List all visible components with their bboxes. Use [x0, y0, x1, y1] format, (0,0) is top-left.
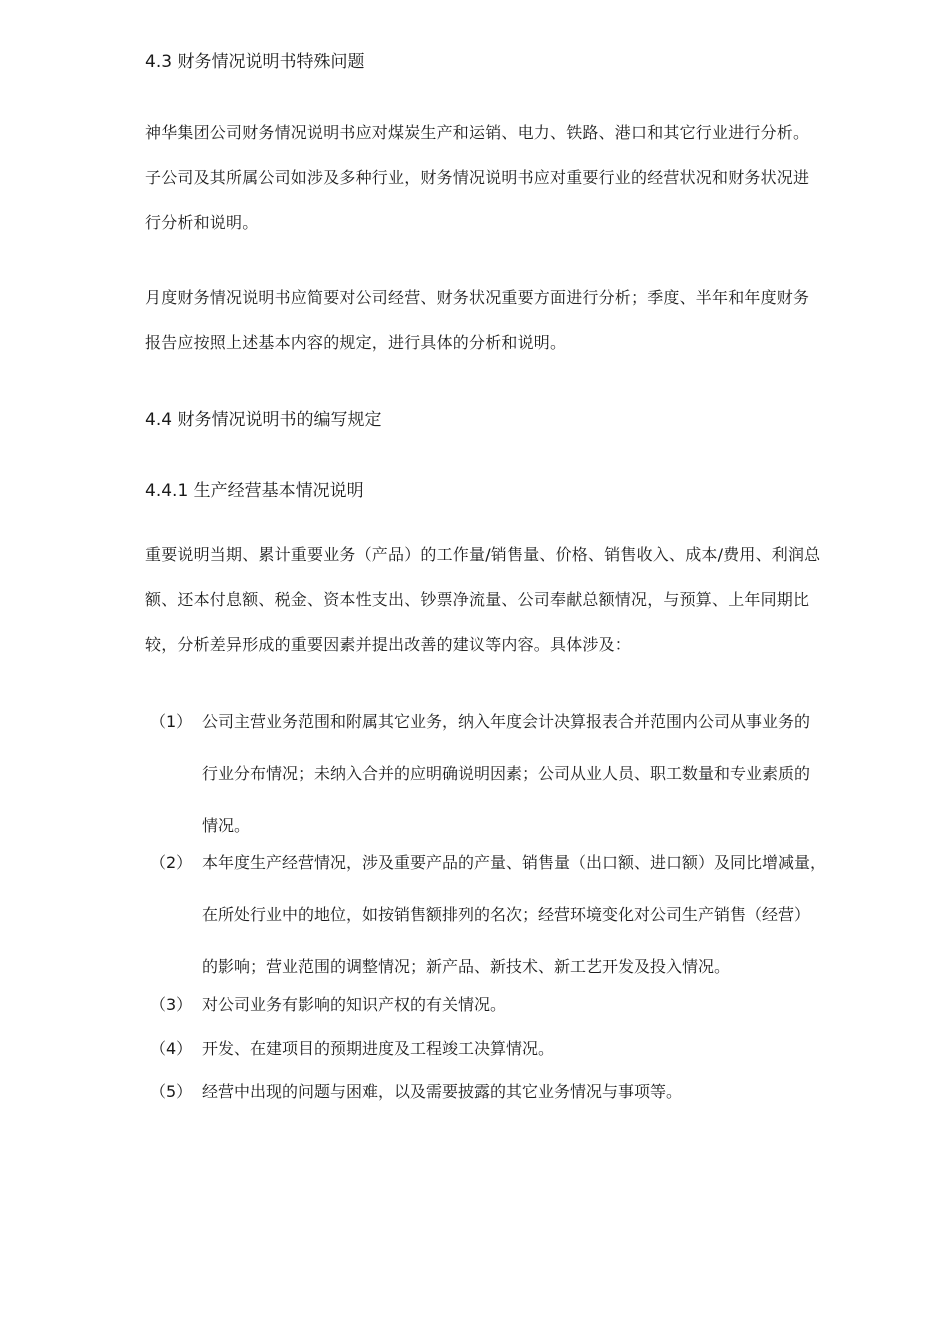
paragraph-line: 较，分析差异形成的重要因素并提出改善的建议等内容。具体涉及： — [145, 635, 632, 654]
list-item-body — [202, 993, 892, 1017]
list-item-line: 经营中出现的问题与困难，以及需要披露的其它业务情况与事项等。 — [202, 1082, 683, 1101]
list-item-line: 公司主营业务范围和附属其它业务，纳入年度会计决算报表合并范围内公司从事业务的 — [202, 712, 811, 731]
list-number: （5） — [150, 1082, 193, 1101]
list-item-line: 的影响；营业范围的调整情况；新产品、新技术、新工艺开发及投入情况。 — [202, 957, 731, 976]
list-item-line: 在所处行业中的地位，如按销售额排列的名次；经营环境变化对公司生产销售（经营） — [202, 905, 811, 924]
list-item-line: 行业分布情况；未纳入合并的应明确说明因素；公司从业人员、职工数量和专业素质的 — [202, 764, 811, 783]
paragraph-line: 行分析和说明。 — [145, 213, 259, 232]
paragraph-line: 神华集团公司财务情况说明书应对煤炭生产和运销、电力、铁路、港口和其它行业进行分析。 — [145, 123, 810, 142]
paragraph-line: 子公司及其所属公司如涉及多种行业，财务情况说明书应对重要行业的经营状况和财务状况进 — [145, 168, 810, 187]
paragraph-periodic-reports — [145, 275, 885, 365]
paragraph-production-overview — [145, 532, 885, 667]
paragraph-industries — [145, 110, 885, 245]
list-item-line: 本年度生产经营情况，涉及重要产品的产量、销售量（出口额、进口额）及同比增减量， — [202, 853, 827, 872]
list-item-line: 对公司业务有影响的知识产权的有关情况。 — [202, 995, 507, 1014]
list-item-body — [202, 1080, 892, 1104]
paragraph-line: 重要说明当期、累计重要业务（产品）的工作量/销售量、价格、销售收入、成本/费用、利润总 — [145, 545, 821, 564]
paragraph-line: 报告应按照上述基本内容的规定，进行具体的分析和说明。 — [145, 333, 567, 352]
paragraph-line: 月度财务情况说明书应简要对公司经营、财务状况重要方面进行分析；季度、半年和年度财务 — [145, 288, 810, 307]
list-item-body — [202, 837, 892, 993]
list-item-line: 开发、在建项目的预期进度及工程竣工决算情况。 — [202, 1039, 555, 1058]
section-heading-4-4: 4.4 财务情况说明书的编写规定 — [145, 410, 382, 430]
list-item-body — [202, 1037, 892, 1061]
section-heading-4-3: 4.3 财务情况说明书特殊问题 — [145, 52, 365, 72]
list-number: （4） — [150, 1039, 193, 1058]
list-number: （1） — [150, 712, 193, 731]
list-number: （2） — [150, 853, 193, 872]
list-item-line: 情况。 — [202, 816, 251, 835]
list-item-body — [202, 696, 892, 852]
list-number: （3） — [150, 995, 193, 1014]
paragraph-line: 额、还本付息额、税金、资本性支出、钞票净流量、公司奉献总额情况，与预算、上年同期比 — [145, 590, 810, 609]
section-heading-4-4-1: 4.4.1 生产经营基本情况说明 — [145, 481, 364, 501]
